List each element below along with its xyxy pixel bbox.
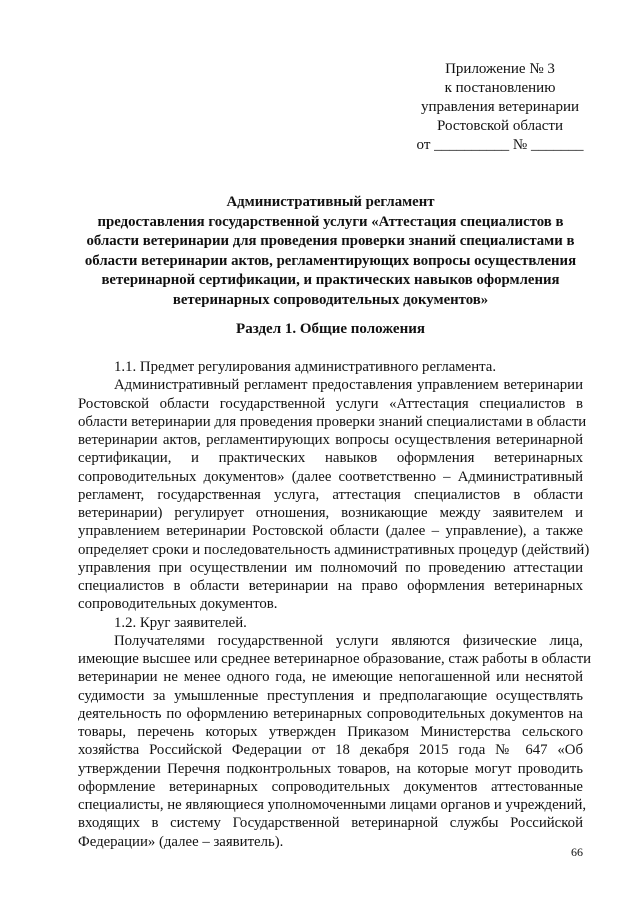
paragraph-line: ветеринарии) регулирует отношения, возникающие между заявителем и <box>78 505 583 521</box>
paragraph-line: сопроводительных документов» (далее соответственно – Административный <box>78 468 583 485</box>
paragraph-line: деятельность по оформлению ветеринарных сопроводительных документов на <box>78 705 583 722</box>
appendix-header <box>400 60 600 155</box>
subsection-heading: 1.2. Круг заявителей. <box>114 614 247 631</box>
paragraph-line: определяет сроки и последовательность административных процедур (действий) <box>78 541 590 558</box>
paragraph-line: товары, перечень которых утвержден Приказом Министерства сельского <box>78 724 583 740</box>
paragraph-line: специалистов в области ветеринарии на право оформления ветеринарных <box>78 578 583 594</box>
title-line: области ветеринарии актов, регламентирующих вопросы осуществления <box>84 252 577 269</box>
document-title <box>78 193 583 311</box>
paragraph-line: ветеринарии не менее одного года, не имеющие непогашенной или неснятой <box>78 669 583 686</box>
paragraph-line: хозяйства Российской Федерации от 18 декабря 2015 года № 647 «Об <box>78 742 583 759</box>
section-heading: Раздел 1. Общие положения <box>236 321 425 337</box>
subsection-heading: 1.1. Предмет регулирования административного регламента. <box>114 359 497 375</box>
appendix-number: Приложение № 3 <box>445 61 555 77</box>
paragraph-line: Ростовской области государственной услуги «Аттестация специалистов в <box>78 395 583 412</box>
paragraph-line: Административный регламент предоставления управлением ветеринарии <box>114 377 583 394</box>
paragraph-line: управления при осуществлении им полномочий по проведению аттестации <box>78 559 583 576</box>
paragraph-line: утверждении Перечня подконтрольных товаров, на которые могут проводить <box>78 760 583 777</box>
paragraph-line: области ветеринарии для проведения проверки знаний специалистами в области <box>78 413 587 430</box>
title-line: ветеринарных сопроводительных документов» <box>172 291 489 308</box>
appendix-line: Ростовской области <box>437 118 563 134</box>
paragraph-line: имеющие высшее или среднее ветеринарное образование, стаж работы в области <box>78 651 592 667</box>
paragraph-line: ветеринарии актов, регламентирующих вопросы осуществления ветеринарной <box>78 432 583 448</box>
appendix-line: к постановлению <box>444 80 556 96</box>
page-number: 66 <box>571 845 583 859</box>
paragraph-line: Получателями государственной услуги являются физические лица, <box>114 632 583 649</box>
title-line: области ветеринарии для проведения проверки знаний специалистами в <box>86 233 575 250</box>
appendix-line: управления ветеринарии <box>420 99 580 115</box>
paragraph-line: сопроводительных документов. <box>78 596 278 613</box>
paragraph-line: управлением ветеринарии Ростовской области (далее – управление), а также <box>78 523 583 540</box>
paragraph-line: Федерации» (далее – заявитель). <box>78 833 284 850</box>
paragraph-line: судимости за умышленные преступления и предполагающие осуществлять <box>78 687 583 704</box>
paragraph-line: регламент, государственная услуга, аттестация специалистов в области <box>78 486 583 503</box>
paragraph-line: специалисты, не являющиеся уполномоченными лицами органов и учреждений, <box>78 797 587 813</box>
body-text <box>78 358 592 851</box>
title-line: ветеринарной сертификации, и практических навыков оформления <box>101 272 560 289</box>
appendix-date-number-line: от __________ № _______ <box>416 137 584 153</box>
paragraph-line: входящих в систему Государственной ветеринарной службы Российской <box>78 815 583 832</box>
title-line: предоставления государственной услуги «Аттестация специалистов в <box>97 213 564 230</box>
title-line: Административный регламент <box>226 194 435 210</box>
paragraph-line: оформление ветеринарных сопроводительных документов аттестованные <box>78 778 583 795</box>
paragraph-line: сертификации, и практических навыков оформления ветеринарных <box>78 450 583 467</box>
